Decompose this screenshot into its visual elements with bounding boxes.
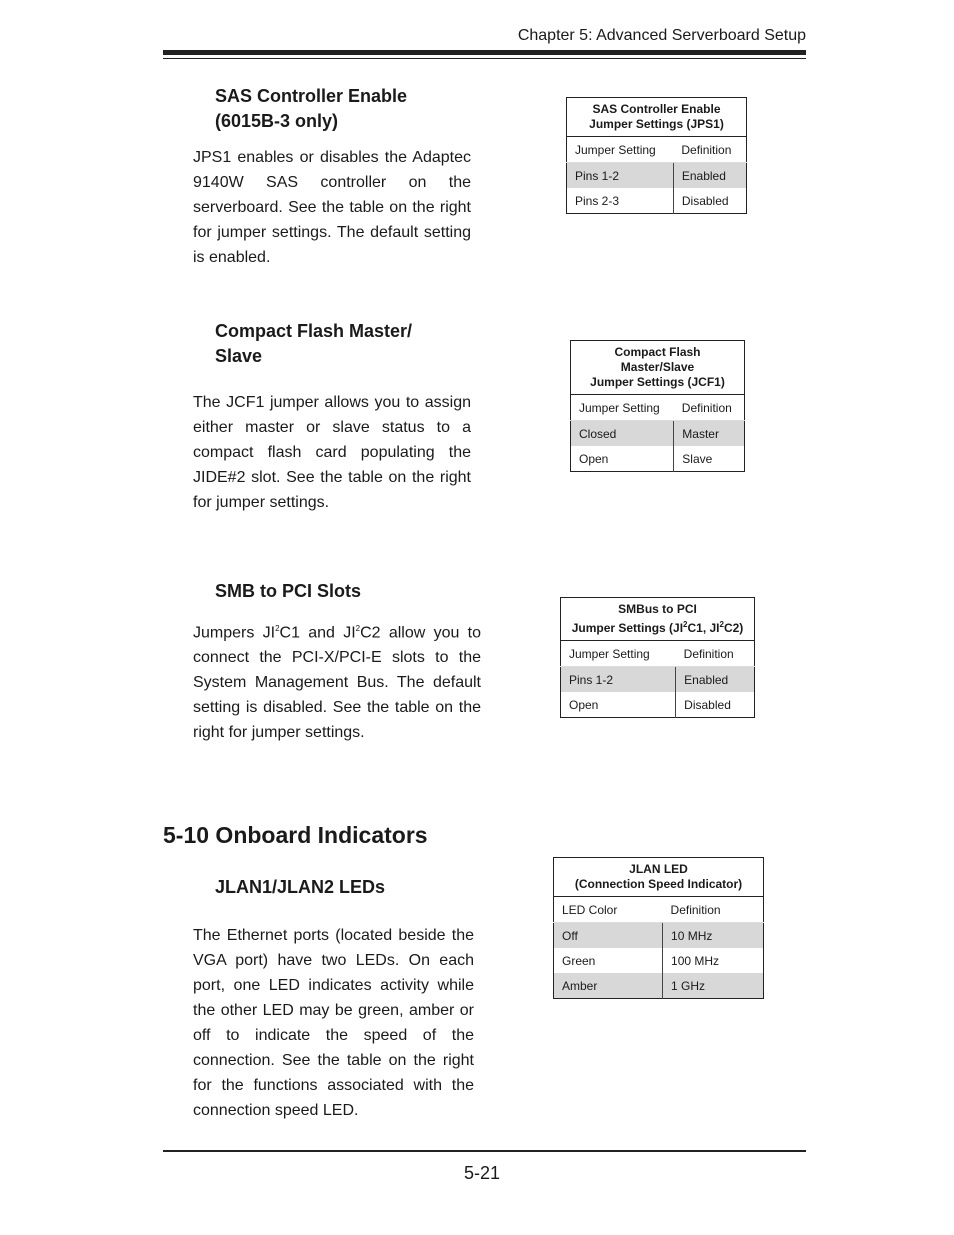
- sas-jumper-table: [566, 97, 747, 214]
- cf-jumper-table: [570, 340, 745, 472]
- sas-table-caption: [567, 98, 747, 137]
- table-row: [561, 667, 755, 693]
- table-row: [561, 692, 755, 718]
- cf-heading-line2: Slave: [215, 346, 263, 366]
- smb-sup-1: 2: [275, 624, 280, 633]
- table-header-cell: Definition: [673, 137, 746, 163]
- sas-heading-line2: (6015B-3 only): [215, 111, 339, 131]
- smb-text-b: C1 and JI: [279, 624, 356, 642]
- sas-caption-line2: Jumper Settings (JPS1): [589, 117, 724, 131]
- header-rule-thick: [163, 50, 806, 55]
- smb-sup-2: 2: [355, 624, 361, 633]
- jlan-heading: JLAN1/JLAN2 LEDs: [215, 877, 386, 897]
- smb-table-caption: [561, 598, 755, 641]
- table-cell: Pins 1-2: [561, 667, 676, 693]
- table-header-cell: Definition: [676, 641, 755, 667]
- chapter-header: Chapter 5: Advanced Serverboard Setup: [517, 27, 806, 44]
- table-cell: Disabled: [681, 193, 729, 208]
- table-cell: 10 MHz: [663, 923, 764, 949]
- smb-jumper-table: [560, 597, 755, 718]
- table-cell: 1 GHz: [663, 973, 764, 999]
- table-cell: Closed: [571, 421, 674, 447]
- table-cell: Pins 1-2: [567, 163, 674, 189]
- smb-caption-a: Jumper Settings (JI: [571, 621, 684, 635]
- smb-caption-sup-2: 2: [719, 620, 724, 629]
- table-row: [571, 421, 745, 447]
- sas-description: JPS1 enables or disables the Adaptec 9140W SAS controller on the serverboard. See the table on the right for jumper settings. The default setting is enabled.: [193, 149, 471, 266]
- cf-caption-line3: Jumper Settings (JCF1): [590, 375, 725, 389]
- cf-heading: [215, 319, 412, 369]
- table-header-cell: LED Color: [554, 897, 663, 923]
- table-header-cell: Jumper Setting: [571, 395, 674, 421]
- table-cell: 100 MHz: [671, 953, 720, 968]
- table-header-cell: Definition: [663, 897, 764, 923]
- table-cell: Pins 2-3: [567, 188, 674, 214]
- smb-text-c: C2 allow you to connect the PCI-X/PCI-E slots to the System Management Bus. The default setting is disabled. See the table on the right for jumper settings.: [193, 624, 481, 742]
- table-cell: Amber: [554, 973, 663, 999]
- page-number: 5-21: [464, 1163, 501, 1183]
- table-cell: Open: [571, 446, 674, 472]
- table-row: [554, 973, 764, 999]
- smb-description: [193, 616, 481, 745]
- jlan-table-caption: [554, 858, 764, 897]
- jlan-led-table: [553, 857, 764, 999]
- table-cell: Off: [554, 923, 663, 949]
- table-cell: Enabled: [676, 667, 755, 693]
- jlan-caption-line2: (Connection Speed Indicator): [574, 877, 743, 891]
- cf-heading-line1: Compact Flash Master/: [215, 321, 413, 341]
- table-header-cell: Jumper Setting: [561, 641, 676, 667]
- table-cell: Master: [674, 421, 745, 447]
- table-row: [554, 923, 764, 949]
- section-heading: 5-10 Onboard Indicators: [163, 822, 428, 848]
- cf-table-caption: [571, 341, 745, 395]
- sas-heading-line1: SAS Controller Enable: [215, 86, 408, 106]
- footer-rule: [163, 1150, 806, 1152]
- table-row: [571, 446, 745, 472]
- cf-caption-line2: Master/Slave: [620, 360, 695, 374]
- smb-text-a: Jumpers JI: [193, 624, 276, 642]
- table-row: [567, 163, 747, 189]
- cf-caption-line1: Compact Flash: [614, 345, 701, 359]
- smb-caption-b: C1, JI: [687, 621, 720, 635]
- table-row: [554, 948, 764, 973]
- smb-caption-line1: SMBus to PCI: [618, 602, 697, 616]
- sas-heading: [215, 84, 407, 134]
- table-header-cell: Definition: [674, 395, 745, 421]
- header-rule-thin: [163, 58, 806, 59]
- smb-heading: SMB to PCI Slots: [215, 581, 362, 601]
- table-row: [567, 188, 747, 214]
- smb-caption-line2: [569, 617, 746, 636]
- jlan-description: The Ethernet ports (located beside the VGA port) have two LEDs. On each port, one LED indicates activity while the other LED may be green, amber or off to indicate the speed of the connection. See the table on the right for the functions associated with the connection speed LED.: [193, 927, 474, 1119]
- jlan-caption-line1: JLAN LED: [629, 862, 688, 876]
- table-cell: Slave: [682, 451, 713, 466]
- smb-caption-c: C2): [723, 621, 744, 635]
- smb-caption-sup-1: 2: [683, 620, 688, 629]
- sas-caption-line1: SAS Controller Enable: [592, 102, 721, 116]
- table-cell: Green: [554, 948, 663, 973]
- table-cell: Open: [561, 692, 676, 718]
- table-cell: Disabled: [684, 697, 731, 712]
- table-cell: Enabled: [673, 163, 746, 189]
- cf-description: The JCF1 jumper allows you to assign either master or slave status to a compact flash card populating the JIDE#2 slot. See the table on the right for jumper settings.: [193, 394, 471, 511]
- table-header-cell: Jumper Setting: [567, 137, 674, 163]
